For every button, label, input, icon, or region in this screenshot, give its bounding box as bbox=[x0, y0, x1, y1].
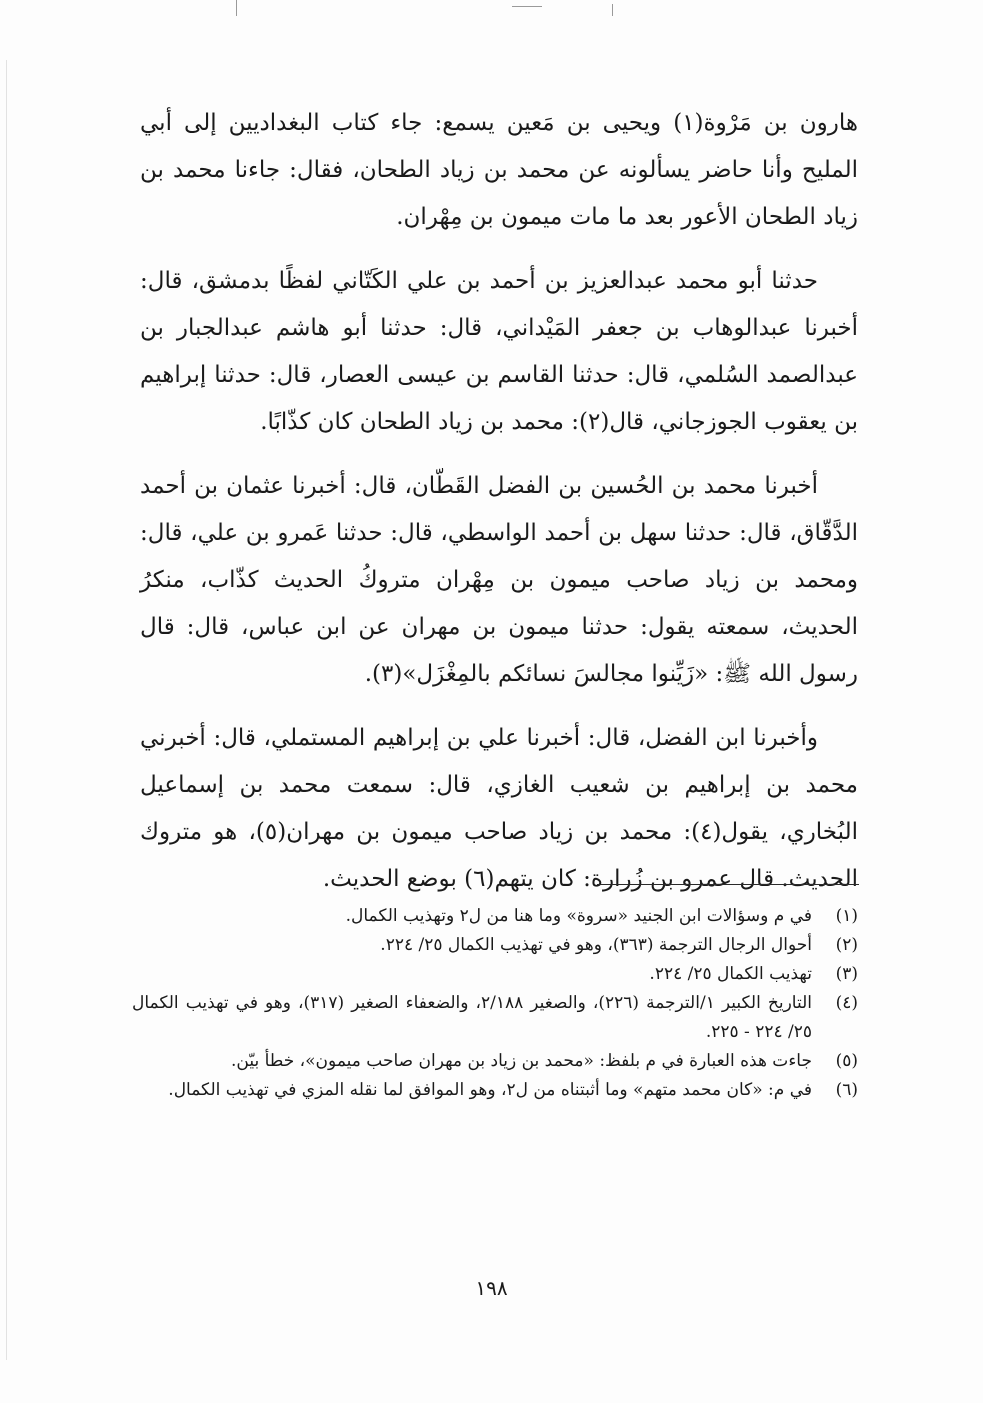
footnote-number: (٥) bbox=[835, 1051, 858, 1071]
footnote-text: تهذيب الكمال ٢٥/ ٢٢٤. bbox=[649, 964, 812, 984]
footnote-number: (١) bbox=[835, 906, 858, 926]
paragraph-4: وأخبرنا ابن الفضل، قال: أخبرنا علي بن إبراهيم المستملي، قال: أخبرني محمد بن إبراهيم بن شعيب الغازي، قال: سمعت محمد بن إسماعيل البُخاري، يقول(٤): محمد بن زياد صاحب ميمون بن مهران(٥)، هو متروك الحديث. قال عمرو بن زُرارة: كان يتهم(٦) بوضع الحديث. bbox=[140, 725, 858, 892]
footnote-number: (٤) bbox=[835, 993, 858, 1013]
paragraph-1: هارون بن مَرْوة(١) ويحيى بن مَعين يسمع: جاء كتاب البغداديين إلى أبي المليح وأنا حاضر يسألونه عن محمد بن زياد الطحان، فقال: جاءنا محمد بن زياد الطحان الأعور بعد ما مات ميمون بن مِهْران. bbox=[140, 110, 858, 230]
footnote-number: (٦) bbox=[835, 1080, 858, 1100]
scan-mark-top-left bbox=[236, 0, 237, 16]
footnote-text: في م: «كان محمد متهم» وما أثبتناه من ل٢، وهو الموافق لما نقله المزي في تهذيب الكمال. bbox=[168, 1080, 812, 1100]
page-number: ١٩٨ bbox=[475, 1276, 508, 1300]
footnote-text: جاءت هذه العبارة في م بلفظ: «محمد بن زياد بن مهران صاحب ميمون»، خطأ بيّن. bbox=[231, 1051, 812, 1071]
footnote-6 bbox=[132, 1076, 858, 1105]
footnote-5 bbox=[132, 1047, 858, 1076]
scan-mark-left-edge bbox=[6, 60, 7, 1360]
main-text bbox=[140, 100, 858, 920]
footnote-text: التاريخ الكبير ١/الترجمة (٢٢٦)، والصغير ٢/١٨٨، والضعفاء الصغير (٣١٧)، وهو في تهذيب الكمال ٢٥/ ٢٢٤ - ٢٢٥. bbox=[132, 993, 812, 1042]
footnote-3 bbox=[132, 960, 858, 989]
footnote-2 bbox=[132, 931, 858, 960]
footnote-text: في م وسؤالات ابن الجنيد «سروة» وما هنا من ل٢ وتهذيب الكمال. bbox=[345, 906, 812, 926]
paragraph-3: أخبرنا محمد بن الحُسين بن الفضل القَطّان، قال: أخبرنا عثمان بن أحمد الدَّقّاق، قال: حدثنا سهل بن أحمد الواسطي، قال: حدثنا عَمرو بن علي، قال: ومحمد بن زياد صاحب ميمون بن مِهْران متروكُ الحديث كذّاب، منكرُ الحديث، سمعته يقول: حدثنا ميمون بن مهران عن ابن عباس، قال: قال رسول الله ﷺ: «زَيِّنوا مجالسَ نسائكم بالمِغْزَل»(٣). bbox=[140, 473, 858, 687]
footnote-separator bbox=[597, 884, 859, 885]
footnote-text: أحوال الرجال الترجمة (٣٦٣)، وهو في تهذيب الكمال ٢٥/ ٢٢٤. bbox=[380, 935, 812, 955]
scan-mark-top-right bbox=[612, 4, 613, 16]
footnotes bbox=[132, 902, 858, 1105]
footnote-1 bbox=[132, 902, 858, 931]
footnote-number: (٣) bbox=[835, 964, 858, 984]
footnote-number: (٢) bbox=[835, 935, 858, 955]
footnote-4 bbox=[132, 989, 858, 1047]
scan-mark-top-center bbox=[512, 6, 542, 7]
paragraph-2: حدثنا أبو محمد عبدالعزيز بن أحمد بن علي الكَتّاني لفظًا بدمشق، قال: أخبرنا عبدالوهاب بن جعفر المَيْداني، قال: حدثنا أبو هاشم عبدالجبار بن عبدالصمد السُلمي، قال: حدثنا القاسم بن عيسى العصار، قال: حدثنا إبراهيم بن يعقوب الجوزجاني، قال(٢): محمد بن زياد الطحان كان كذّابًا. bbox=[140, 268, 858, 435]
